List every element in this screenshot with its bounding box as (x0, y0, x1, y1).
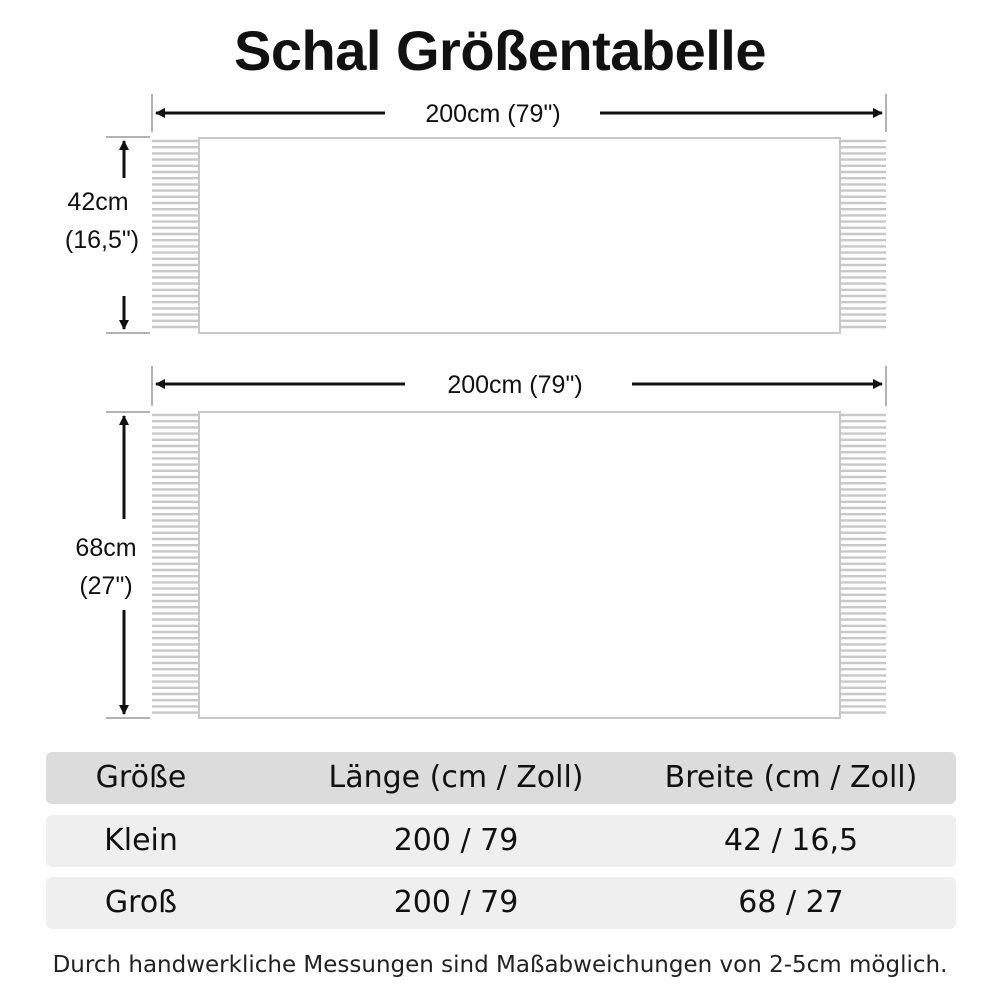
width-label-in-small: (16,5") (64, 226, 140, 254)
cell-length: 200 / 79 (393, 823, 519, 858)
header-length: Länge (cm / Zoll) (328, 760, 584, 795)
width-label-in-large: (27") (79, 572, 133, 600)
length-label-large: 200cm (79") (447, 371, 583, 399)
cell-width: 42 / 16,5 (723, 823, 859, 858)
scarf-body-large (199, 412, 840, 718)
cell-length: 200 / 79 (393, 885, 519, 920)
measurement-note: Durch handwerkliche Messungen sind Maßabweichungen von 2-5cm möglich. (52, 952, 948, 978)
fringe-left-large (152, 415, 199, 713)
width-label-cm-small: 42cm (67, 188, 129, 216)
cell-size: Klein (104, 823, 178, 858)
width-label-cm-large: 68cm (75, 534, 137, 562)
page-title: Schal Größentabelle (234, 19, 766, 82)
scarf-large (75, 366, 886, 718)
table-row (46, 815, 956, 867)
table-row (46, 877, 956, 929)
length-label-small: 200cm (79") (425, 100, 561, 128)
header-size: Größe (95, 760, 187, 795)
fringe-right-small (840, 141, 886, 327)
scarf-small (65, 94, 886, 333)
cell-width: 68 / 27 (738, 885, 844, 920)
fringe-left-small (152, 141, 199, 327)
header-width: Breite (cm / Zoll) (664, 760, 918, 795)
cell-size: Groß (104, 885, 178, 920)
table-header-row (46, 752, 956, 804)
scarf-body-small (199, 138, 840, 333)
fringe-right-large (840, 415, 886, 713)
